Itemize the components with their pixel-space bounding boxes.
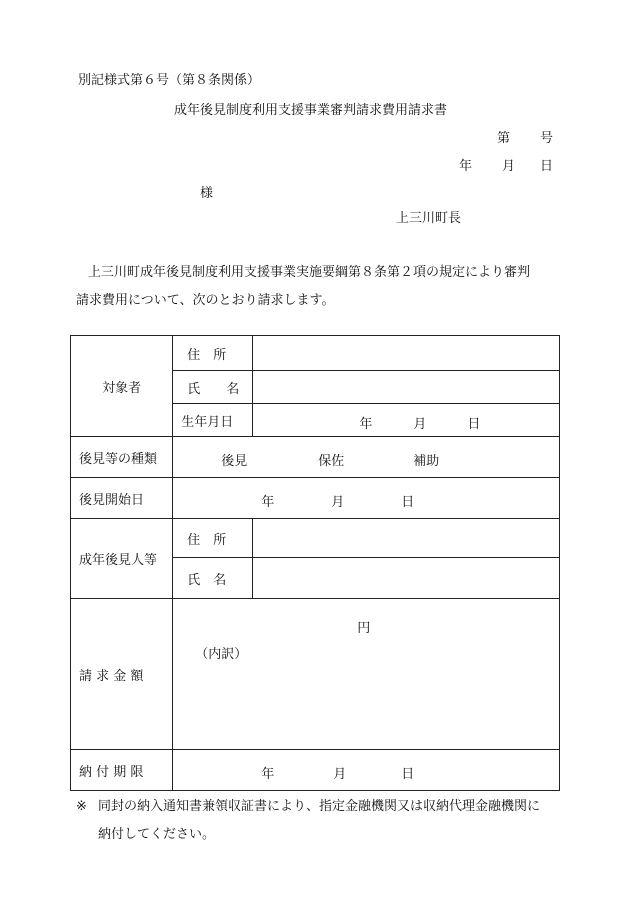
guardian-label: 成年後見人等 (71, 519, 173, 599)
addressee-suffix: 様 (200, 186, 214, 201)
start-date-label: 後見開始日 (71, 478, 173, 519)
start-date-year: 年 (261, 495, 275, 510)
subject-label: 対象者 (71, 336, 173, 437)
guardian-type-options[interactable] (173, 437, 560, 478)
body-line-2: 請求費用について、次のとおり請求します。 (76, 293, 335, 308)
guardian-address-field[interactable] (253, 519, 560, 558)
type-option-hojo[interactable]: 補助 (413, 454, 440, 469)
birthdate-field[interactable] (253, 404, 560, 437)
due-date-month: 月 (333, 767, 347, 782)
subject-name-field[interactable] (253, 371, 560, 404)
due-date-label: 納 付 期 限 (71, 750, 173, 791)
guardian-name-field[interactable] (253, 558, 560, 599)
birthdate-year: 年 (359, 417, 373, 432)
birthdate-label: 生年月日 (173, 404, 253, 437)
doc-number-suffix: 号 (540, 131, 554, 146)
note-line-2: 納付してください。 (98, 827, 216, 842)
date-year: 年 (459, 159, 473, 174)
breakdown-label: （内訳） (195, 647, 248, 662)
guardian-type-label: 後見等の種類 (71, 437, 173, 478)
guardian-name-label: 氏 名 (173, 558, 253, 599)
request-form-table (70, 335, 560, 791)
start-date-field[interactable] (173, 478, 560, 519)
doc-number-prefix: 第 (497, 131, 511, 146)
type-option-hosa[interactable]: 保佐 (318, 454, 345, 469)
date-day: 日 (540, 159, 554, 174)
subject-address-label: 住 所 (173, 336, 253, 371)
amount-label: 請 求 金 額 (71, 599, 173, 750)
page-title: 成年後見制度利用支援事業審判請求費用請求書 (174, 103, 448, 118)
start-date-month: 月 (331, 495, 345, 510)
due-date-year: 年 (261, 767, 275, 782)
currency-label: 円 (357, 621, 371, 636)
start-date-day: 日 (401, 495, 415, 510)
type-option-kouken[interactable]: 後見 (221, 454, 248, 469)
amount-field[interactable] (173, 599, 560, 750)
subject-name-label: 氏 名 (173, 371, 253, 404)
due-date-day: 日 (401, 767, 415, 782)
date-month: 月 (502, 159, 516, 174)
birthdate-day: 日 (467, 417, 481, 432)
form-number: 別記様式第６号（第８条関係） (78, 73, 261, 88)
note-line-1: 同封の納入通知書兼領収証書により、指定金融機関又は収納代理金融機関に (98, 799, 541, 814)
note-mark: ※ (76, 799, 87, 814)
issuer: 上三川町長 (396, 211, 462, 226)
due-date-field[interactable] (173, 750, 560, 791)
subject-address-field[interactable] (253, 336, 560, 371)
body-line-1: 上三川町成年後見制度利用支援事業実施要綱第８条第２項の規定により審判 (88, 265, 531, 280)
birthdate-month: 月 (413, 417, 427, 432)
guardian-address-label: 住 所 (173, 519, 253, 558)
